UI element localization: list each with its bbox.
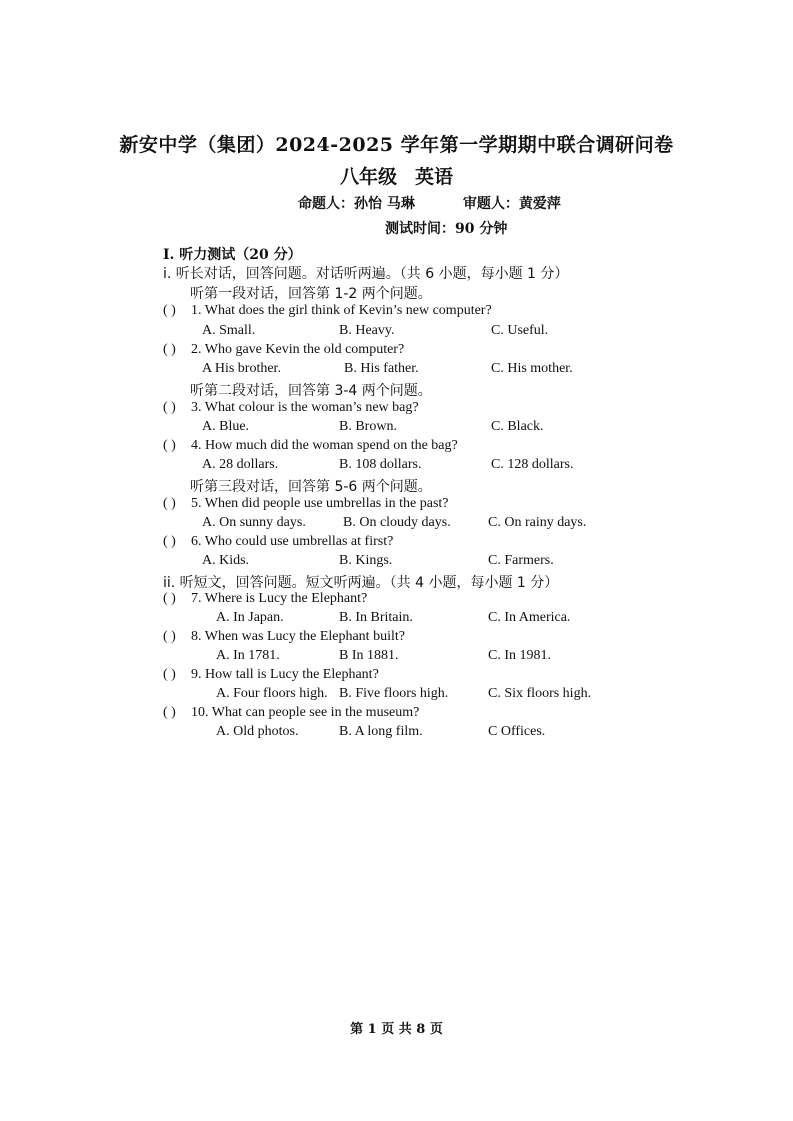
q6-option-a: A. Kids. (202, 553, 250, 568)
subject-label: 英语 (415, 166, 454, 188)
q2-option-c: C. His mother. (491, 361, 573, 376)
q1-option-a: A. Small. (202, 323, 256, 338)
q7-option-a: A. In Japan. (216, 610, 284, 625)
answer-blank[interactable]: ( ) (163, 303, 176, 318)
q2-option-a: A His brother. (202, 361, 281, 376)
q6-option-c: C. Farmers. (488, 553, 554, 568)
question-8 (163, 629, 405, 645)
q3-option-a: A. Blue. (202, 419, 250, 434)
answer-blank[interactable]: ( ) (163, 591, 176, 606)
question-text: 1. What does the girl think of Kevin’s new computer? (191, 303, 492, 318)
section-heading: I. 听力测试（20 分） (163, 247, 302, 263)
answer-blank[interactable]: ( ) (163, 342, 176, 357)
dialogue3-instruction: 听第三段对话，回答第 5-6 两个问题。 (190, 479, 432, 495)
q3-option-b: B. Brown. (339, 419, 397, 434)
question-1 (163, 303, 492, 319)
q7-option-c: C. In America. (488, 610, 571, 625)
q1-option-c: C. Useful. (491, 323, 549, 338)
question-4 (163, 438, 458, 454)
question-7 (163, 591, 367, 607)
answer-blank[interactable]: ( ) (163, 629, 176, 644)
question-text: 10. What can people see in the museum? (191, 705, 420, 720)
part1-instruction: i. 听长对话，回答问题。对话听两遍。（共 6 小题，每小题 1 分） (163, 266, 569, 282)
answer-blank[interactable]: ( ) (163, 496, 176, 511)
authors-line (298, 193, 561, 213)
question-10 (163, 705, 419, 721)
exam-subtitle (0, 162, 793, 189)
q8-option-b: B In 1881. (339, 648, 399, 663)
question-text: 8. When was Lucy the Elephant built? (191, 629, 405, 644)
question-text: 6. Who could use umbrellas at first? (191, 534, 394, 549)
author-label: 命题人：孙怡 马琳 (298, 196, 415, 212)
question-text: 4. How much did the woman spend on the bag? (191, 438, 458, 453)
dialogue1-instruction: 听第一段对话，回答第 1-2 两个问题。 (190, 286, 432, 302)
q10-option-a: A. Old photos. (216, 724, 299, 739)
question-text: 5. When did people use umbrellas in the past? (191, 496, 449, 511)
page-number: 第 1 页 共 8 页 (350, 1022, 443, 1037)
part2-instruction: ii. 听短文，回答问题。短文听两遍。（共 4 小题，每小题 1 分） (163, 575, 559, 591)
q5-option-a: A. On sunny days. (202, 515, 306, 530)
answer-blank[interactable]: ( ) (163, 400, 176, 415)
q2-option-b: B. His father. (344, 361, 419, 376)
q10-option-c: C Offices. (488, 724, 546, 739)
question-9 (163, 667, 379, 683)
q8-option-c: C. In 1981. (488, 648, 551, 663)
q4-option-c: C. 128 dollars. (491, 457, 574, 472)
q4-option-a: A. 28 dollars. (202, 457, 279, 472)
q1-option-b: B. Heavy. (339, 323, 395, 338)
grade-label: 八年级 (339, 166, 397, 188)
q6-option-b: B. Kings. (339, 553, 393, 568)
dialogue2-instruction: 听第二段对话，回答第 3-4 两个问题。 (190, 383, 432, 399)
question-5 (163, 496, 449, 512)
q9-option-a: A. Four floors high. (216, 686, 328, 701)
question-text: 2. Who gave Kevin the old computer? (191, 342, 405, 357)
exam-title: 新安中学（集团）2024-2025 学年第一学期期中联合调研问卷 (119, 134, 674, 156)
q5-option-b: B. On cloudy days. (343, 515, 451, 530)
question-text: 3. What colour is the woman’s new bag? (191, 400, 419, 415)
answer-blank[interactable]: ( ) (163, 705, 176, 720)
reviewer-label: 审题人：黄爱萍 (462, 196, 561, 212)
q3-option-c: C. Black. (491, 419, 544, 434)
question-text: 9. How tall is Lucy the Elephant? (191, 667, 379, 682)
question-3 (163, 400, 419, 416)
q8-option-a: A. In 1781. (216, 648, 280, 663)
q9-option-c: C. Six floors high. (488, 686, 592, 701)
answer-blank[interactable]: ( ) (163, 534, 176, 549)
q10-option-b: B. A long film. (339, 724, 423, 739)
q4-option-b: B. 108 dollars. (339, 457, 422, 472)
question-text: 7. Where is Lucy the Elephant? (191, 591, 368, 606)
question-6 (163, 534, 393, 550)
time-label: 测试时间：90 分钟 (385, 221, 508, 237)
answer-blank[interactable]: ( ) (163, 667, 176, 682)
q9-option-b: B. Five floors high. (339, 686, 449, 701)
q5-option-c: C. On rainy days. (488, 515, 587, 530)
answer-blank[interactable]: ( ) (163, 438, 176, 453)
question-2 (163, 342, 404, 358)
q7-option-b: B. In Britain. (339, 610, 413, 625)
